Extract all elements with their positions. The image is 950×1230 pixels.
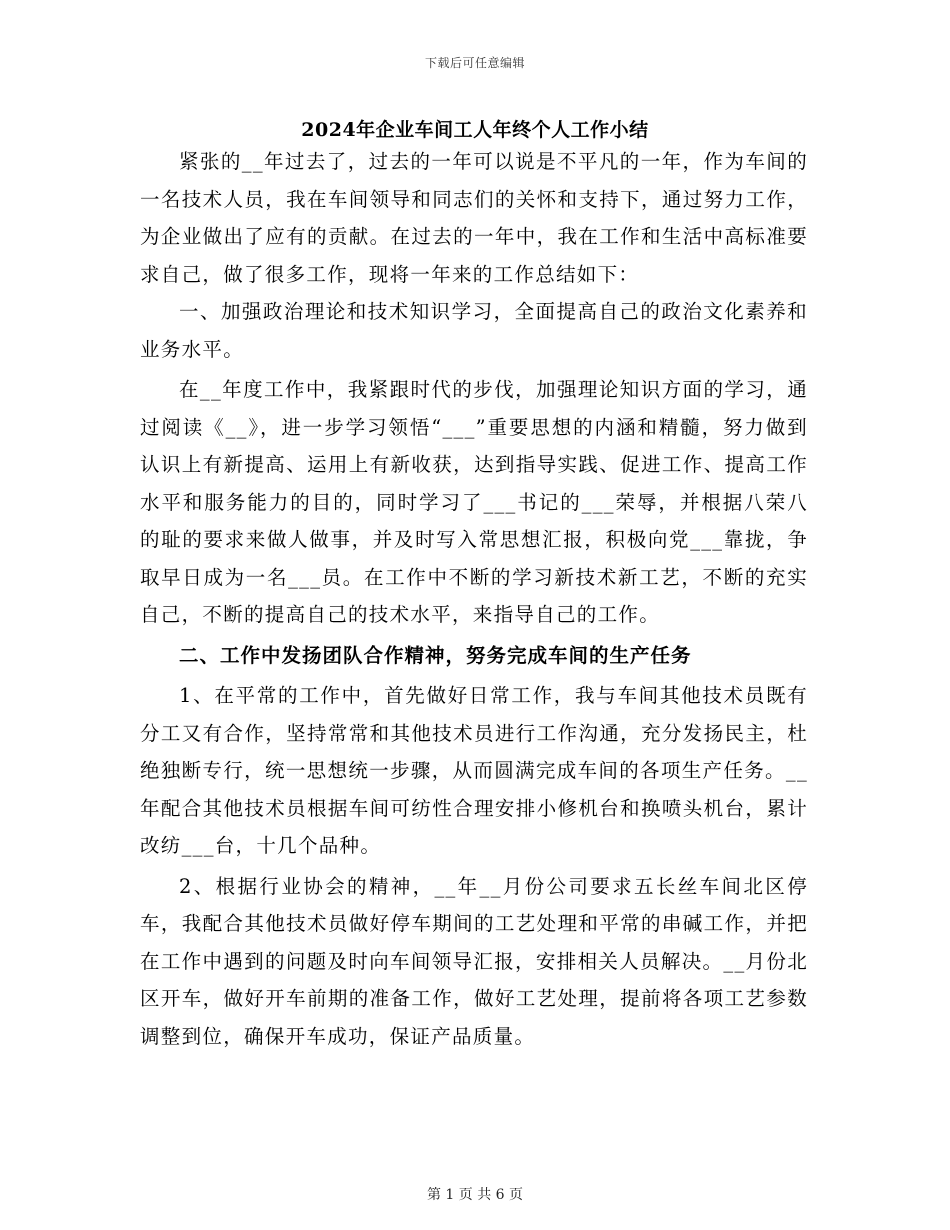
paragraph-study: 在__年度工作中，我紧跟时代的步伐，加强理论知识方面的学习，通过阅读《__》，进一步学习领悟“___”重要思想的内涵和精髓，努力做到认识上有新提高、运用上有新收获，达到指导实践、促进工作、提高工作水平和服务能力的目的，同时学习了___书记的___荣辱，并根据八荣八的耻的要求来做人做事，并及时写入常思想汇报，积极向党___靠拢，争取早日成为一名___员。在工作中不断的学习新技术新工艺，不断的充实自己，不断的提高自己的技术水平，来指导自己的工作。 [140,378,808,626]
document-body [140,143,808,1055]
paragraph-item-one: 1、在平常的工作中，首先做好日常工作，我与车间其他技术员既有分工又有合作，坚持常常和其他技术员进行工作沟通，充分发扬民主，杜绝独断专行，统一思想统一步骤，从而圆满完成车间的各项生产任务。__年配合其他技术员根据车间可纺性合理安排小修机台和换喷头机台，累计改纺___台，十几个品种。 [140,684,808,857]
header-note: 下载后可任意编辑 [424,56,525,70]
document-title: 2024年企业车间工人年终个人工作小结 [301,119,649,141]
page-number-footer: 第 1 页 共 6 页 [426,1187,524,1203]
section-heading-two: 二、工作中发扬团队合作精神，努务完成车间的生产任务 [179,643,692,667]
paragraph-intro: 紧张的__年过去了，过去的一年可以说是不平凡的一年，作为车间的一名技术人员，我在车间领导和同志们的关怀和支持下，通过努力工作，为企业做出了应有的贡献。在过去的一年中，我在工作和生活中高标准要求自己，做了很多工作，现将一年来的工作总结如下： [140,150,808,286]
paragraph-section-one: 一、加强政治理论和技术知识学习，全面提高自己的政治文化素养和业务水平。 [140,300,808,361]
paragraph-item-two: 2、根据行业协会的精神，__年__月份公司要求五长丝车间北区停车，我配合其他技术员做好停车期间的工艺处理和平常的串碱工作，并把在工作中遇到的问题及时向车间领导汇报，安排相关人员解决。__月份北区开车，做好开车前期的准备工作，做好工艺处理，提前将各项工艺参数调整到位，确保开车成功，保证产品质量。 [140,874,808,1048]
